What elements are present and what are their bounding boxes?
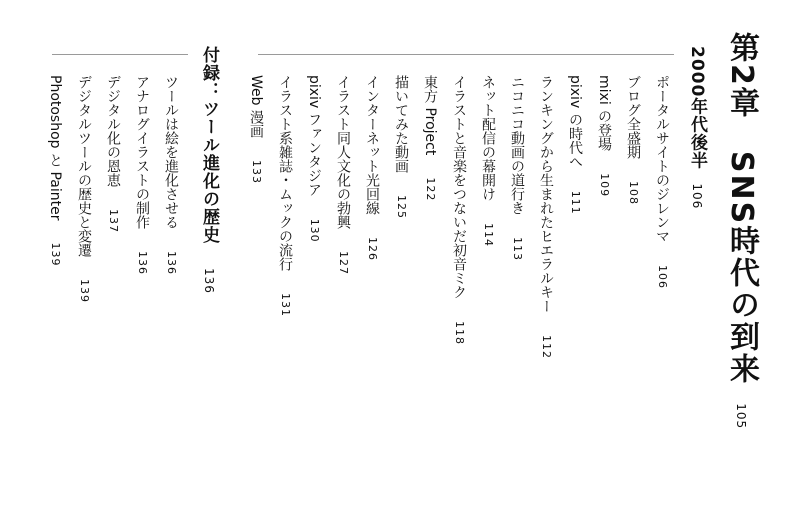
toc-entry-label: pixiv の時代へ (567, 75, 583, 169)
toc-entry-page: 108 (627, 181, 640, 205)
toc-entry-label: アナログイラストの制作 (134, 75, 150, 229)
toc-entry-label: ランキングから生まれたヒエラルキー (538, 75, 554, 313)
toc-entry[interactable] (481, 75, 495, 247)
toc-entry[interactable] (394, 75, 408, 219)
toc-entry-label: イラストと音楽をつないだ初音ミク (451, 75, 467, 299)
appendix-heading[interactable] (200, 46, 217, 294)
toc-entry[interactable] (452, 75, 466, 345)
toc-entry-page: 114 (482, 223, 495, 247)
toc-entry[interactable] (307, 75, 321, 243)
toc-entry-label: Photoshop と Painter (47, 75, 63, 221)
toc-entry-page: 130 (308, 218, 321, 243)
toc-entry-label: ポータルサイトのジレンマ (654, 75, 670, 243)
appendix-entry[interactable] (106, 75, 120, 233)
toc-entry[interactable] (626, 75, 640, 205)
appendix-entry[interactable] (164, 75, 178, 275)
toc-entry-label: ネット配信の幕開け (480, 75, 496, 201)
toc-entry[interactable] (336, 75, 350, 275)
toc-entry-page: 111 (569, 190, 582, 215)
toc-entry-label: ツールは絵を進化させる (163, 75, 179, 229)
toc-entry-page: 137 (107, 209, 120, 233)
toc-entry-label: インターネット光回線 (364, 75, 380, 215)
divider-right (258, 54, 674, 55)
chapter-heading[interactable] (724, 32, 759, 430)
toc-entry-label: ニコニコ動画の道行き (509, 75, 525, 215)
toc-entry-label: pixiv ファンタジア (306, 75, 322, 197)
toc-entry[interactable] (510, 75, 524, 261)
toc-entry-page: 118 (453, 321, 466, 345)
toc-entry-page: 112 (540, 335, 553, 359)
toc-entry-page: 106 (656, 265, 669, 289)
toc-entry-page: 131 (279, 293, 292, 317)
chapter-page: 105 (734, 403, 748, 430)
chapter-title: 第2章 SNS時代の到来 (724, 32, 759, 386)
section-page: 106 (690, 183, 704, 210)
toc-entry-page: 125 (395, 195, 408, 219)
toc-entry[interactable] (249, 75, 263, 184)
section-title: 2000年代後半 (687, 46, 707, 170)
toc-entry[interactable] (597, 75, 611, 197)
toc-entry[interactable] (423, 75, 437, 201)
toc-entry-page: 139 (78, 279, 91, 303)
toc-entry-label: デジタルツールの歴史と変遷 (76, 75, 92, 257)
appendix-page: 136 (202, 268, 216, 294)
appendix-entry[interactable] (77, 75, 91, 303)
toc-entry-page: 136 (136, 251, 149, 275)
toc-entry-label: イラスト同人文化の勃興 (335, 75, 351, 229)
toc-entry-page: 109 (598, 173, 611, 198)
toc-entry[interactable] (655, 75, 669, 289)
divider-left (52, 54, 188, 55)
section-heading[interactable] (688, 46, 705, 209)
toc-entry-page: 126 (366, 237, 379, 261)
appendix-entry[interactable] (48, 75, 62, 266)
toc-entry-page: 122 (424, 177, 437, 202)
toc-entry-label: ブログ全盛期 (625, 75, 641, 159)
toc-entry-label: イラスト系雑誌・ムックの流行 (277, 75, 293, 271)
toc-entry[interactable] (278, 75, 292, 317)
toc-entry-page: 113 (511, 237, 524, 261)
toc-entry-label: mixi の登場 (596, 75, 612, 152)
toc-entry-page: 127 (337, 251, 350, 275)
toc-entry-label: デジタル化の恩恵 (105, 75, 121, 187)
toc-entry-page: 139 (49, 242, 62, 267)
toc-entry[interactable] (365, 75, 379, 261)
appendix-title: 付録：ツール進化の歴史 (199, 46, 219, 244)
toc-entry-label: 描いてみた動画 (393, 75, 409, 173)
toc-entry-label: Web 漫画 (248, 75, 264, 138)
toc-entry-page: 133 (250, 159, 263, 184)
toc-entry-page: 136 (165, 251, 178, 275)
toc-entry[interactable] (539, 75, 553, 359)
toc-entry-label: 東方 Project (422, 75, 438, 156)
appendix-entry[interactable] (135, 75, 149, 275)
toc-entry[interactable] (568, 75, 582, 215)
